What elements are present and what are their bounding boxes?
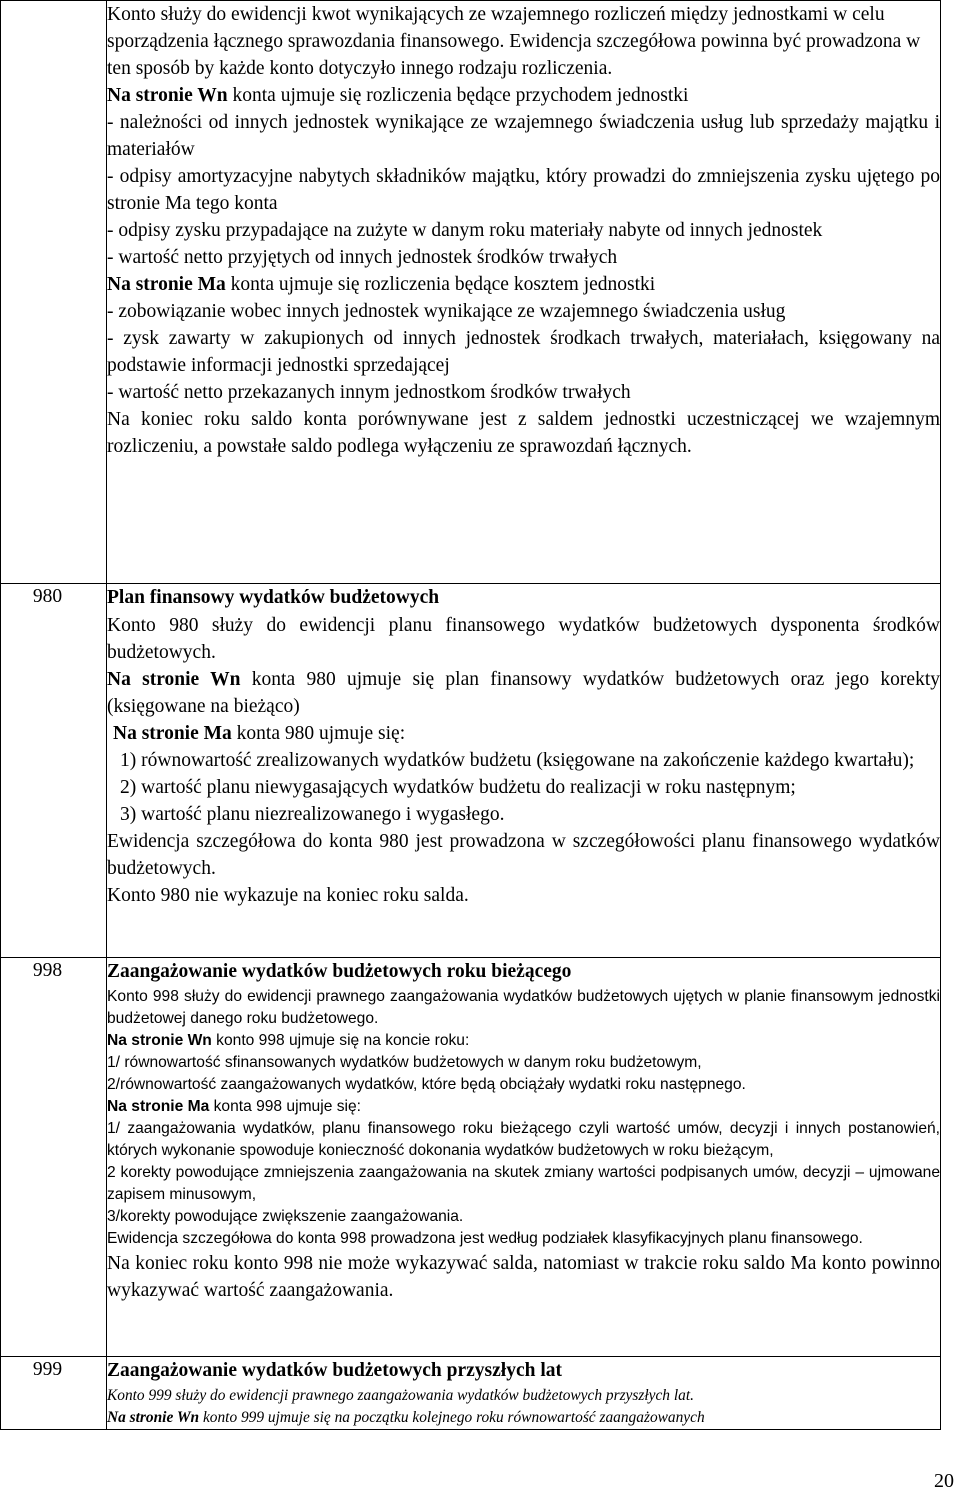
paragraph: Konto 999 służy do ewidencji prawnego zaangażowania wydatków budżetowych przyszłych lat. — [107, 1387, 694, 1404]
ma-text: konta ujmuje się rozliczenia będące kosztem jednostki — [225, 274, 656, 295]
account-title: Plan finansowy wydatków budżetowych — [107, 587, 440, 608]
account-description-cell — [107, 584, 941, 958]
wn-text: konta ujmuje się rozliczenia będące przychodem jednostki — [227, 85, 689, 106]
wn-text: konto 999 ujmuje się na początku kolejnego roku równowartość zaangażowanych — [199, 1409, 705, 1426]
paragraph: Ewidencja szczegółowa do konta 980 jest prowadzona w szczegółowości planu finansowego wydatków budżetowych. — [107, 831, 940, 879]
table-row — [1, 958, 941, 1357]
account-description-cell — [107, 958, 941, 1357]
table-row — [1, 1357, 941, 1430]
account-number-cell — [1, 1357, 107, 1430]
account-number: 998 — [32, 960, 63, 981]
ma-label: Na stronie Ma — [113, 723, 232, 744]
account-description-cell — [107, 1, 941, 584]
ma-label: Na stronie Ma — [107, 274, 226, 295]
table-row — [1, 584, 941, 958]
table-row — [1, 1, 941, 584]
list-item: 3/korekty powodujące zwiększenie zaangażowania. — [107, 1208, 464, 1225]
ma-label: Na stronie Ma — [107, 1098, 210, 1115]
list-item: 2 korekty powodujące zmniejszenia zaangażowania na skutek zmiany wartości podpisanych umów, decyzji – ujmowane zapisem minusowym, — [107, 1164, 940, 1203]
account-number-cell — [1, 958, 107, 1357]
wn-label: Na stronie Wn — [107, 1032, 212, 1049]
wn-label: Na stronie Wn — [107, 85, 228, 106]
ma-text: konta 980 ujmuje się: — [231, 723, 406, 744]
wn-label: Na stronie Wn — [107, 669, 241, 690]
list-item: 1) równowartość zrealizowanych wydatków budżetu (księgowane na zakończenie każdego kwartału); — [120, 750, 915, 771]
list-item: - należności od innych jednostek wynikające ze wzajemnego świadczenia usług lub sprzedaży majątku i materiałów — [107, 112, 940, 160]
list-item: - wartość netto przekazanych innym jednostkom środków trwałych — [107, 382, 631, 403]
wn-text: konta 980 ujmuje się plan finansowy wydatków budżetowych oraz jego korekty (księgowane na bieżąco) — [107, 669, 940, 717]
list-item: 2/równowartość zaangażowanych wydatków, które będą obciążały wydatki roku następnego. — [107, 1076, 746, 1093]
list-item: - wartość netto przyjętych od innych jednostek środków trwałych — [107, 247, 618, 268]
closing-paragraph: Na koniec roku konto 998 nie może wykazywać salda, natomiast w trakcie roku saldo Ma konto powinno wykazywać wartość zaangażowania. — [107, 1253, 940, 1301]
list-item: 2) wartość planu niewygasających wydatków budżetu do realizacji w roku następnym; — [120, 777, 796, 798]
paragraph: Konto 980 służy do ewidencji planu finansowego wydatków budżetowych dysponenta środków budżetowych. — [107, 615, 940, 663]
paragraph: Ewidencja szczegółowa do konta 998 prowadzona jest według podziałek klasyfikacyjnych planu finansowego. — [107, 1230, 863, 1247]
account-title: Zaangażowanie wydatków budżetowych przyszłych lat — [107, 1360, 563, 1381]
page-number: 20 — [934, 1470, 954, 1492]
list-item: 3) wartość planu niezrealizowanego i wygasłego. — [120, 804, 505, 825]
account-number-cell — [1, 584, 107, 958]
account-number: 980 — [32, 586, 63, 607]
paragraph: Konto służy do ewidencji kwot wynikających ze wzajemnego rozliczeń między jednostkami w celu sporządzenia łącznego sprawozdania finansowego. Ewidencja szczegółowa powinna być prowadzona w ten sposób by każde konto dotyczyło innego rodzaju rozliczenia. — [107, 4, 921, 79]
list-item: - odpisy amortyzacyjne nabytych składników majątku, który prowadzi do zmniejszenia zysku ujętego po stronie Ma tego konta — [107, 166, 940, 214]
paragraph: Konto 998 służy do ewidencji prawnego zaangażowania wydatków budżetowych ujętych w planie finansowym jednostki budżetowej danego roku budżetowego. — [107, 988, 940, 1027]
wn-text: konto 998 ujmuje się na koncie roku: — [211, 1032, 470, 1049]
closing-paragraph: Na koniec roku saldo konta porównywane jest z saldem jednostki uczestniczącej we wzajemnym rozliczeniu, a powstałe saldo podlega wyłączeniu ze sprawozdań łącznych. — [107, 409, 940, 457]
list-item: - zysk zawarty w zakupionych od innych jednostek środkach trwałych, materiałach, księgowany na podstawie informacji jednostki sprzedającej — [107, 328, 940, 376]
closing-paragraph: Konto 980 nie wykazuje na koniec roku salda. — [107, 885, 469, 906]
account-title: Zaangażowanie wydatków budżetowych roku bieżącego — [107, 961, 572, 982]
account-number-cell — [1, 1, 107, 584]
wn-label: Na stronie Wn — [107, 1409, 200, 1426]
list-item: 1/ zaangażowania wydatków, planu finansowego roku bieżącego czyli wartość umów, decyzji i innych postanowień, których wykonanie spowoduje konieczność dokonania wydatków budżetowych w roku bieżącym, — [107, 1120, 940, 1159]
list-item: - zobowiązanie wobec innych jednostek wynikające ze wzajemnego świadczenia usług — [107, 301, 786, 322]
account-description-cell — [107, 1357, 941, 1430]
account-number: 999 — [32, 1359, 63, 1380]
ma-text: konta 998 ujmuje się: — [209, 1098, 361, 1115]
list-item: - odpisy zysku przypadające na zużyte w danym roku materiały nabyte od innych jednostek — [107, 220, 823, 241]
list-item: 1/ równowartość sfinansowanych wydatków budżetowych w danym roku budżetowym, — [107, 1054, 702, 1071]
